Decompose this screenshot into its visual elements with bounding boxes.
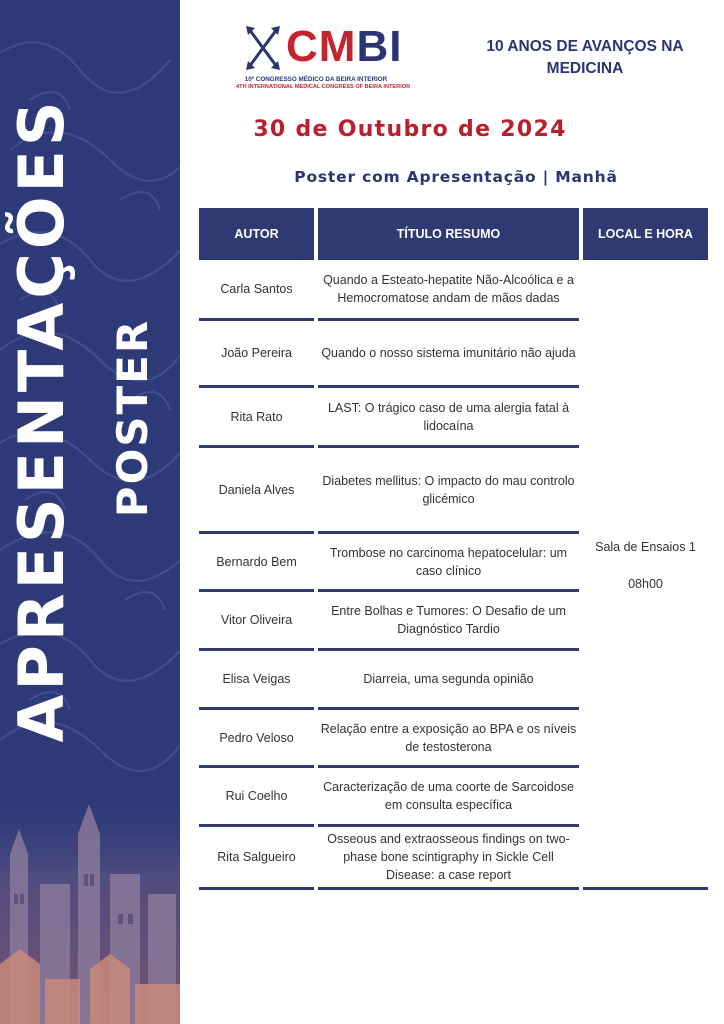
- author-cell: Rui Coelho: [199, 768, 314, 827]
- author-cell: Carla Santos: [199, 260, 314, 321]
- session-time: 08h00: [628, 577, 663, 591]
- author-cell: João Pereira: [199, 321, 314, 388]
- author-cell: Vitor Oliveira: [199, 592, 314, 651]
- logo-congress-line-en: 4TH INTERNATIONAL MEDICAL CONGRESS OF BEIRA INTERIOR: [236, 84, 411, 90]
- title-cell: Entre Bolhas e Tumores: O Desafio de um Diagnóstico Tardio: [318, 592, 579, 651]
- session-title: Poster com Apresentação | Manhã: [294, 168, 618, 186]
- author-cell: Daniela Alves: [199, 448, 314, 534]
- logo-wordmark: CMBI: [286, 22, 403, 71]
- logo-congress-line-pt: 10º CONGRESSO MÉDICO DA BEIRA INTERIOR: [244, 76, 388, 83]
- room-name: Sala de Ensaios 1: [595, 540, 696, 554]
- author-cell: Rita Rato: [199, 388, 314, 448]
- author-cell: Pedro Veloso: [199, 710, 314, 768]
- title-cell: Trombose no carcinoma hepatocelular: um caso clínico: [318, 534, 579, 592]
- decorative-side-band: [0, 0, 180, 1024]
- title-cell: Relação entre a exposição ao BPA e os níveis de testosterona: [318, 710, 579, 768]
- title-cell: Diarreia, uma segunda opinião: [318, 651, 579, 710]
- author-cell: Bernardo Bem: [199, 534, 314, 592]
- event-date: 30 de Outubro de 2024: [253, 117, 567, 142]
- author-cell: Rita Salgueiro: [199, 827, 314, 890]
- title-cell: Diabetes mellitus: O impacto do mau controlo glicémico: [318, 448, 579, 534]
- local-time-cell: [583, 260, 708, 890]
- title-cell: LAST: O trágico caso de uma alergia fatal à lidocaína: [318, 388, 579, 448]
- crossed-arrows-icon: [244, 24, 282, 72]
- title-cell: Osseous and extraosseous findings on two-phase bone scintigraphy in Sickle Cell Disease: a case report: [318, 827, 579, 890]
- cmbi-logo: [236, 22, 411, 96]
- city-skyline-illustration: [0, 794, 180, 1024]
- header-title: TÍTULO RESUMO: [318, 208, 579, 260]
- tagline: 10 ANOS DE AVANÇOS NA MEDICINA: [486, 38, 684, 77]
- title-cell: Caracterização de uma coorte de Sarcoidose em consulta específica: [318, 768, 579, 827]
- sidebar-main-title: APRESENTAÇÕES: [5, 97, 78, 743]
- header-local: LOCAL E HORA: [583, 208, 708, 260]
- header-author: AUTOR: [199, 208, 314, 260]
- title-cell: Quando a Esteato-hepatite Não-Alcoólica e a Hemocromatose andam de mãos dadas: [318, 260, 579, 321]
- sidebar-sub-title: POSTER: [108, 318, 157, 518]
- title-cell: Quando o nosso sistema imunitário não ajuda: [318, 321, 579, 388]
- author-cell: Elisa Veigas: [199, 651, 314, 710]
